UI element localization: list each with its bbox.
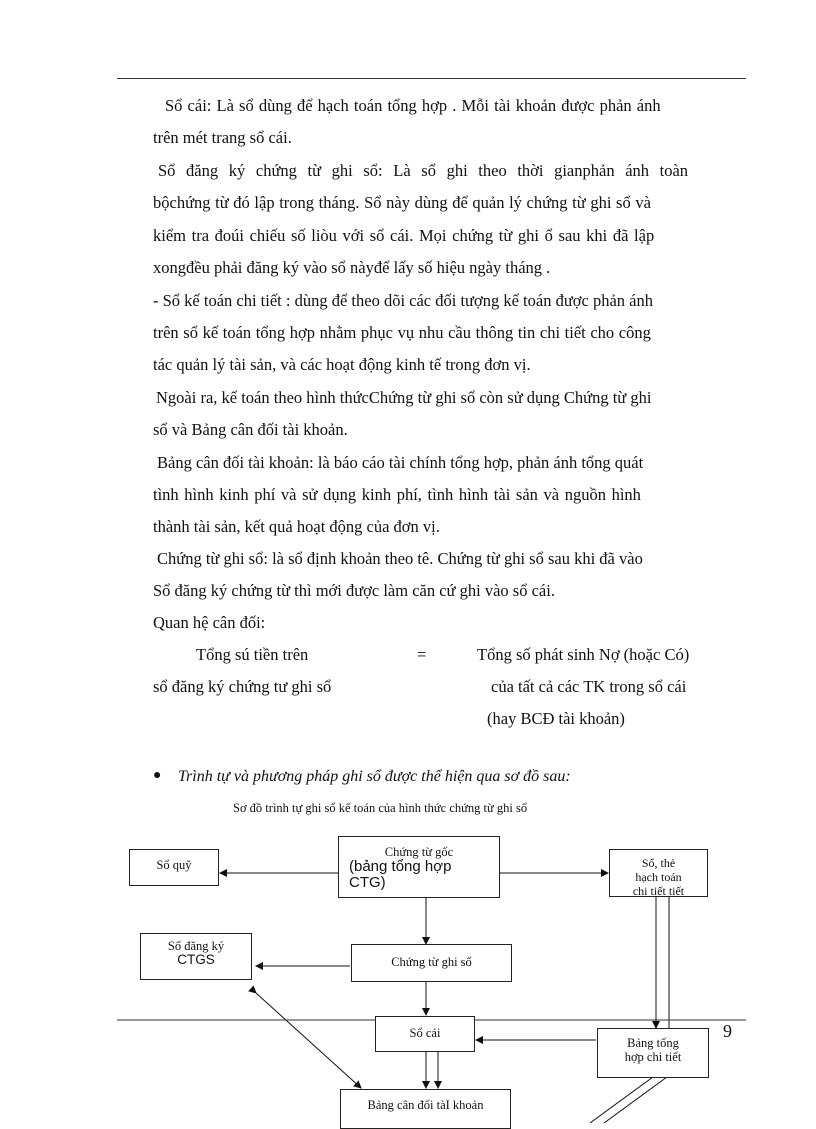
para4-line2: sổ và Bảng cân đối tài khoản.	[153, 420, 348, 439]
para6-line1: Chứng từ ghi sổ: là sổ định khoản theo tê. Chứng từ ghi sổ sau khi đã vào	[157, 549, 643, 568]
box-bang-tong-hop	[597, 1028, 709, 1078]
box-so-quy-label: Sổ quỹ	[156, 858, 192, 872]
box-goc-line1: Chứng từ gốc	[384, 845, 454, 859]
box-so-dang-ky	[140, 933, 252, 980]
box-bang-can-doi	[340, 1089, 511, 1129]
bullet-dot: ●	[153, 768, 162, 783]
box-so-the-line3: chi tiết tiết	[632, 884, 685, 897]
page-number: 9	[723, 1021, 732, 1041]
box-so-cai-label: Sổ cái	[409, 1026, 441, 1040]
box-bth-line2: hợp chi tiết	[624, 1050, 682, 1064]
box-goc-line3: CTG)	[349, 874, 386, 891]
para5-line1: Bảng cân đối tài khoản: là báo cáo tài chính tổng hợp, phản ánh tổng quát	[157, 453, 644, 472]
box-so-the-line2: hạch toán	[635, 870, 682, 884]
eq-right-2: của tất cả các TK trong sổ cái	[491, 677, 687, 696]
box-ctgs-label: Chứng từ ghi sổ	[391, 955, 472, 969]
eq-left-2: sổ đăng ký chứng tư ghi sổ	[153, 677, 332, 696]
box-so-the-line1: Sổ, thẻ	[641, 856, 676, 870]
relation-title: Quan hệ cân đối:	[153, 613, 266, 632]
bullet-text: Trình tự và phương pháp ghi sổ được thể hiện qua sơ đồ sau:	[178, 768, 571, 785]
arrow-bth-to-bcd-2	[604, 1077, 667, 1123]
para2-line2: bộchứng từ đó lập trong tháng. Sổ này dùng để quản lý chứng từ ghi sổ và	[153, 193, 651, 212]
para2-line4: xongđều phải đăng ký vào sổ nàyđể lấy số hiệu ngày tháng .	[153, 258, 551, 277]
diagram-title: Sơ đồ trình tự ghi sổ kế toán của hình thức chứng từ ghi sổ	[233, 801, 528, 815]
arrow-dangky-to-bcd	[256, 993, 361, 1088]
para2-line3: kiểm tra đoúi chiếu số liòu với sổ cái. Mọi chứng từ ghi ổ sau khi đã lập	[153, 226, 655, 245]
box-bth-line1: Bảng tổng	[627, 1036, 679, 1050]
box-chung-tu-ghi-so	[351, 944, 512, 982]
box-bcd-label: Bảng cân đối tàI khoản	[367, 1098, 484, 1112]
para3-line3: tác quản lý tài sản, và các hoạt động kinh tế trong đơn vị.	[153, 355, 531, 374]
box-dangky-line1: Sổ đăng ký	[167, 939, 225, 953]
arrow-bth-to-bcd-1	[590, 1077, 653, 1123]
para6-line2: Sổ đăng ký chứng từ thì mới được làm căn cứ ghi vào sổ cái.	[153, 581, 555, 600]
eq-right-3: (hay BCĐ tài khoản)	[487, 709, 625, 728]
box-so-quy	[129, 849, 219, 886]
eq-left-1: Tổng sú tiền trên	[196, 645, 309, 664]
para1-line2: trên mét trang sổ cái.	[153, 128, 292, 147]
para3-line2: trên sổ kế toán tổng hợp nhằm phục vụ nhu cầu thông tin chi tiết cho công	[153, 323, 651, 342]
eq-sign: =	[417, 645, 427, 664]
eq-right-1: Tổng số phát sinh Nợ (hoặc Có)	[477, 645, 690, 664]
box-so-cai	[375, 1016, 475, 1052]
box-dangky-line2: CTGS	[177, 952, 215, 967]
box-so-the	[609, 849, 708, 897]
box-chung-tu-goc	[338, 836, 500, 898]
para2-line1: Sổ đăng ký chứng từ ghi sổ: Là sổ ghi theo thời gianphản ánh toàn	[158, 161, 689, 180]
para1-line1: Sổ cái: Là sổ dùng để hạch toán tổng hợp . Mỗi tài khoản được phản ánh	[165, 96, 661, 115]
para5-line3: thành tài sản, kết quả hoạt động của đơn vị.	[153, 517, 440, 536]
para5-line2: tình hình kinh phí và sử dụng kinh phí, tình hình tài sản và nguồn hình	[153, 485, 641, 504]
para4-line1: Ngoài ra, kế toán theo hình thứcChứng từ ghi sổ còn sử dụng Chứng từ ghi	[156, 388, 652, 407]
para3-line1: - Sổ kế toán chi tiết : dùng để theo dõi các đối tượng kế toán được phản ánh	[153, 291, 653, 310]
box-goc-line2: (bảng tổng hợp	[349, 858, 452, 875]
